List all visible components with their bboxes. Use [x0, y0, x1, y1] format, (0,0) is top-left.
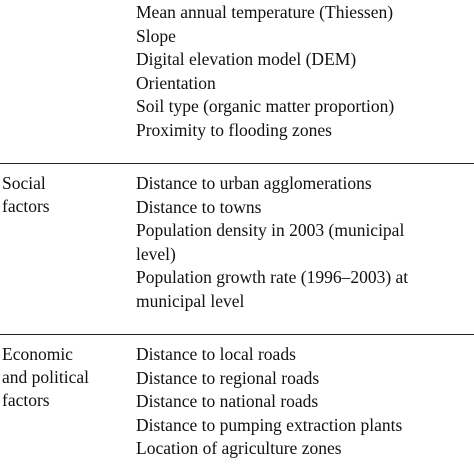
factor-item: Mean annual temperature (Thiessen): [136, 2, 394, 22]
factor-item: Distance to urban agglomerations: [136, 173, 372, 193]
factor-item: municipal level: [136, 290, 245, 311]
factor-item: Slope: [136, 25, 176, 46]
factor-list: [136, 1, 474, 142]
factor-item: Distance to national roads: [136, 391, 319, 411]
factor-list: [136, 172, 474, 313]
factor-item: Proximity to flooding zones: [136, 119, 332, 140]
factor-item: Orientation: [136, 72, 216, 93]
factor-item: level): [136, 243, 176, 264]
factor-item: Distance to pumping extraction plants: [136, 414, 403, 435]
table-divider: [0, 163, 474, 164]
factor-item: Population growth rate (1996–2003) at: [136, 267, 409, 287]
factor-item: Distance to towns: [136, 196, 262, 217]
factor-item: Location of agriculture zones: [136, 438, 342, 458]
factor-item: Digital elevation model (DEM): [136, 49, 357, 69]
category-label: Economic and political factors: [2, 344, 89, 410]
factor-item: Distance to local roads: [136, 344, 296, 364]
factor-item: Soil type (organic matter proportion): [136, 96, 395, 116]
table-divider: [0, 334, 474, 335]
factor-item: Distance to regional roads: [136, 367, 320, 388]
factor-item: Population density in 2003 (municipal: [136, 220, 405, 240]
factor-list: [136, 343, 474, 461]
category-label: Social factors: [2, 173, 50, 216]
